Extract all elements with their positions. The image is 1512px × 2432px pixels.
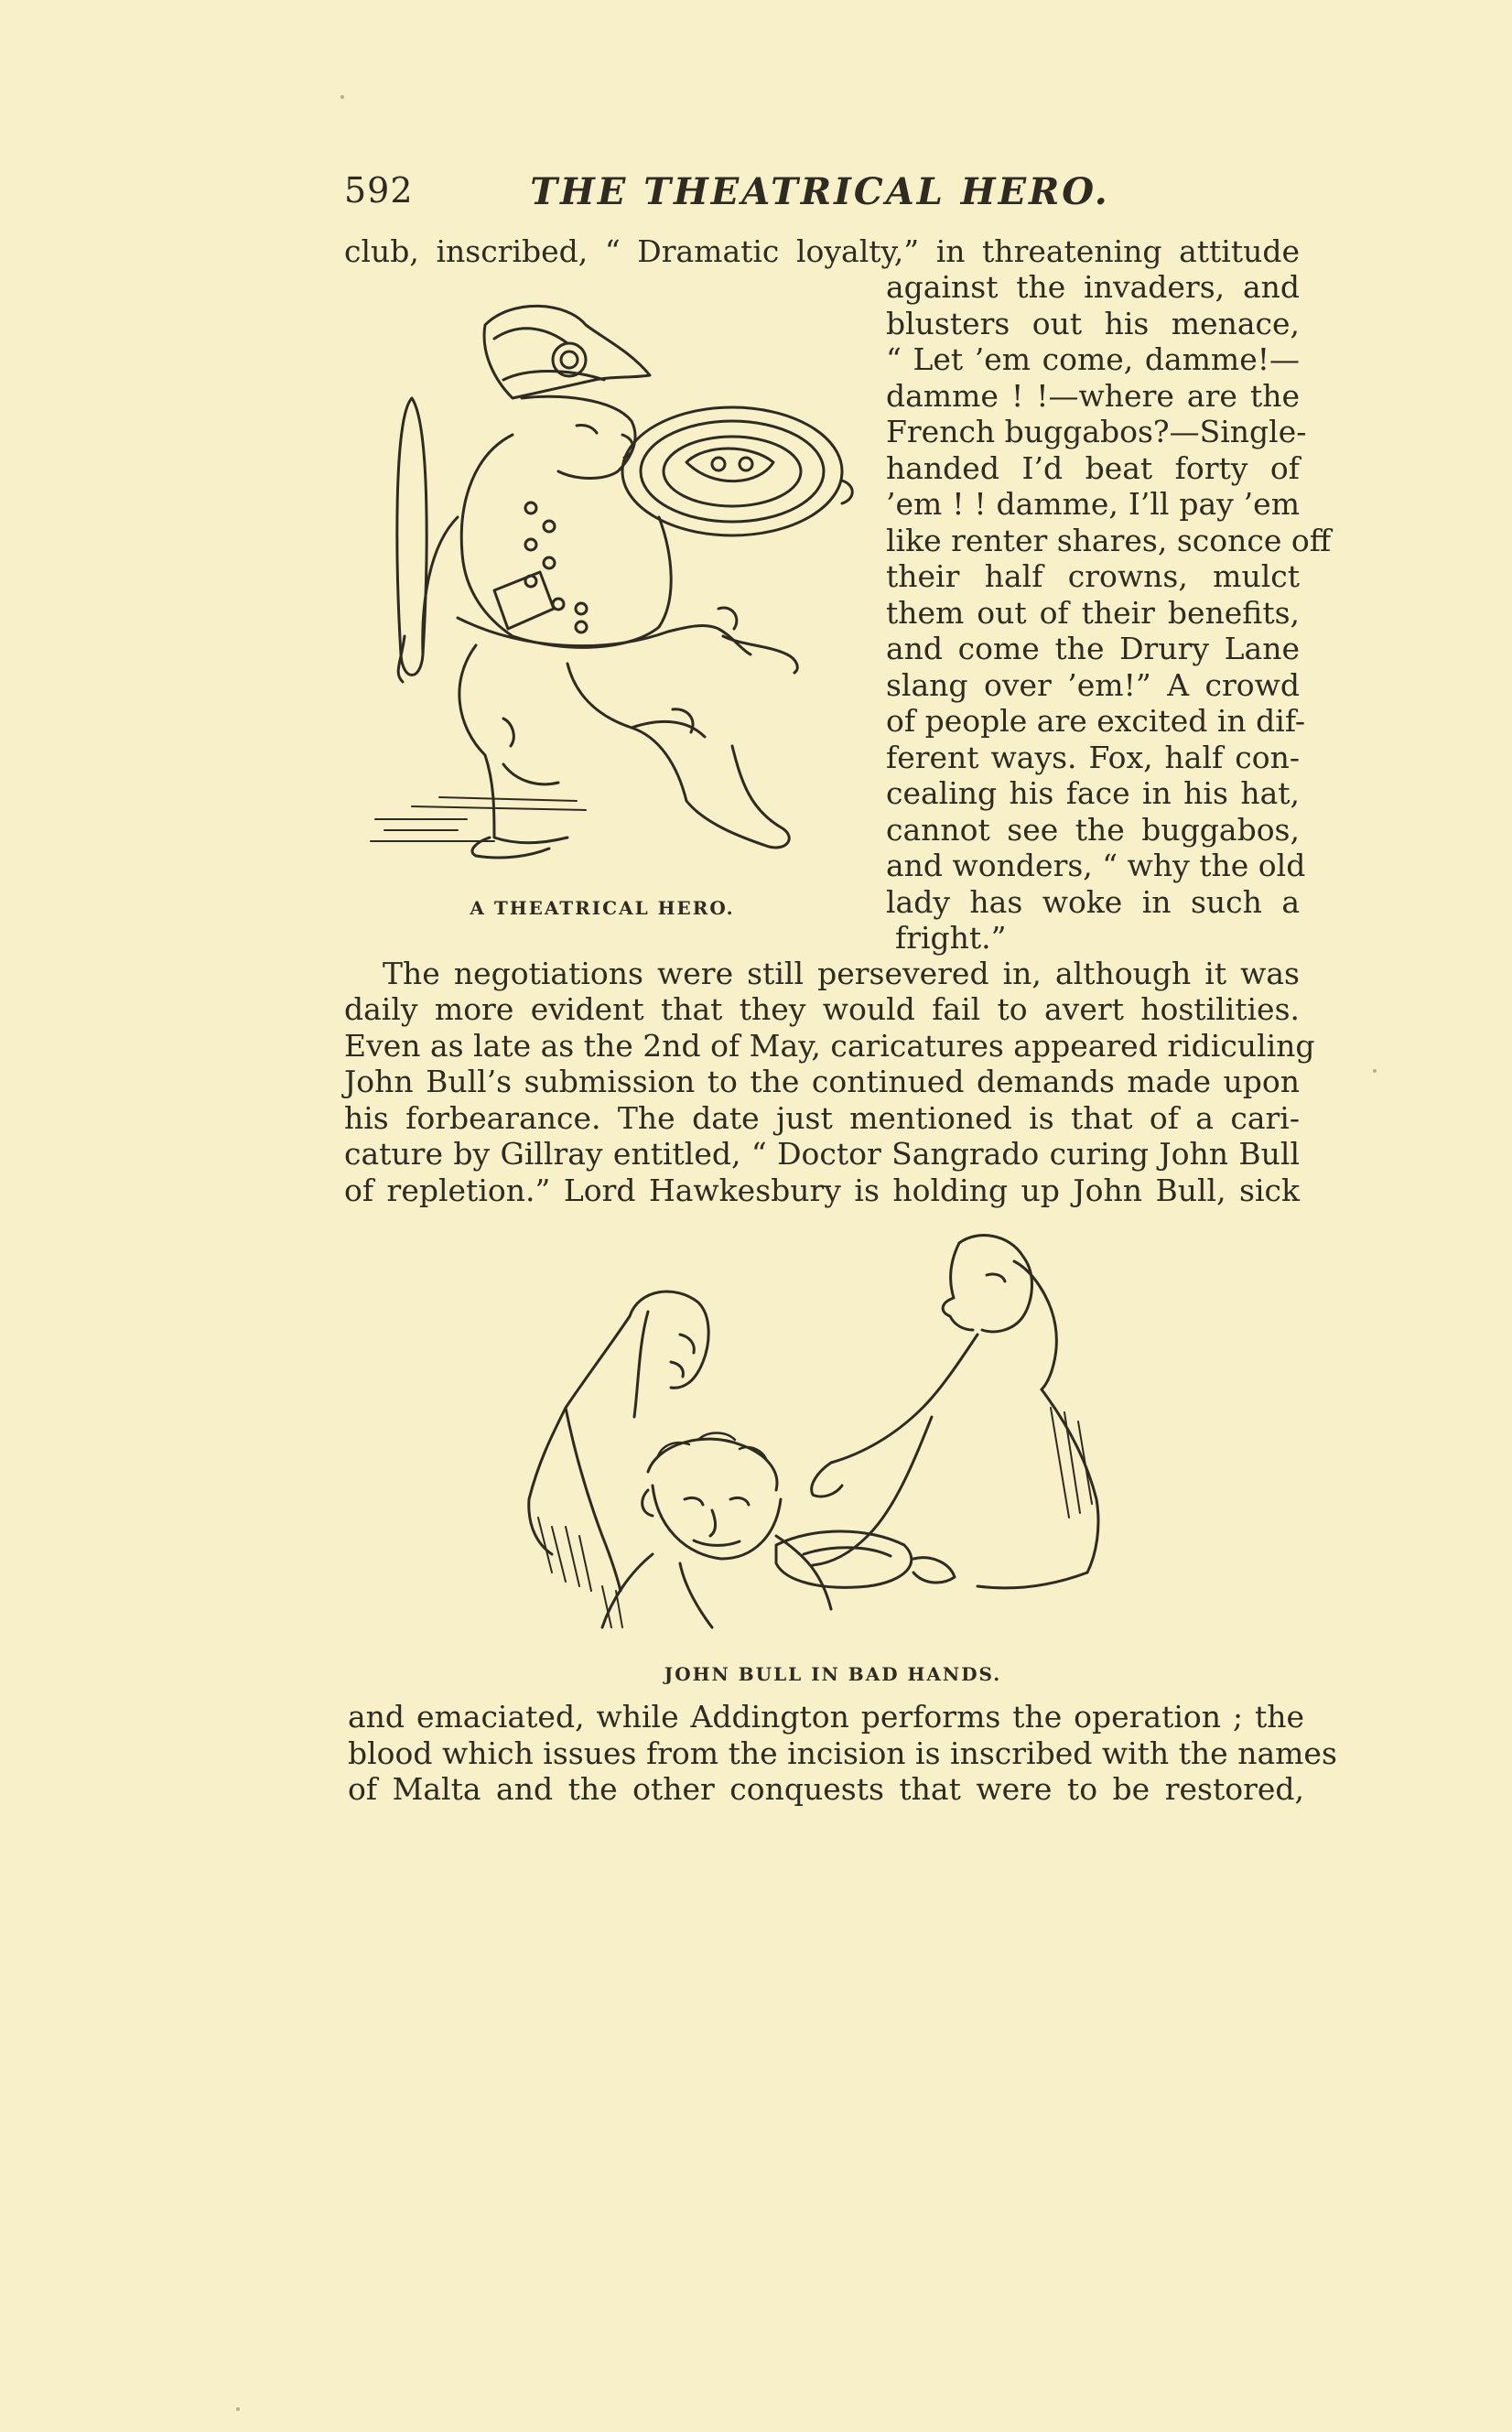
paper-speck [236,2407,240,2411]
text-line: his forbearance. The date just mentioned is that of a cari- [344,1100,1300,1136]
text-line: The negotiations were still persevered in, although it was [383,956,1300,991]
running-title: THE THEATRICAL HERO. [530,170,1110,213]
text-line: lady has woke in such a [886,884,1300,920]
text-line: club, inscribed, “ Dramatic loyalty,” in threatening attitude [344,233,1300,269]
text-line: them out of their benefits, [886,595,1300,631]
text-line: of repletion.” Lord Hawkesbury is holding up John Bull, sick [344,1173,1300,1208]
john-bull-illustration [502,1225,1161,1637]
theatrical-hero-illustration [357,288,869,883]
text-line: and emaciated, while Addington performs the operation ; the [348,1699,1304,1735]
text-line: blood which issues from the incision is inscribed with the names [348,1735,1337,1771]
figure-caption: A THEATRICAL HERO. [470,897,735,919]
text-line: and wonders, “ why the old [886,848,1306,883]
text-line: of people are excited in dif- [886,703,1306,739]
text-line: cealing his face in his hat, [886,775,1300,811]
paper-speck [1373,1069,1377,1073]
text-line: ferent ways. Fox, half con- [886,740,1300,775]
text-line: handed I’d beat forty of [886,450,1300,486]
text-line: damme ! !—where are the [886,378,1300,414]
paper-speck [340,95,344,99]
text-line: their half crowns, mulct [886,558,1300,594]
text-line: against the invaders, and [886,269,1300,305]
text-line: Even as late as the 2nd of May, caricatures appeared ridiculing [344,1028,1315,1064]
text-line: daily more evident that they would fail to avert hostilities. [344,991,1300,1027]
text-line: cannot see the buggabos, [886,812,1300,848]
text-line: slang over ’em!” A crowd [886,667,1300,703]
figure-caption: JOHN BULL IN BAD HANDS. [664,1663,1002,1685]
text-line: fright.” [895,920,1007,956]
page-number: 592 [344,170,414,211]
text-line: French buggabos?—Single- [886,414,1307,449]
text-line: John Bull’s submission to the continued demands made upon [344,1064,1300,1099]
page-header [344,170,1296,225]
text-line: cature by Gillray entitled, “ Doctor Sangrado curing John Bull [344,1136,1300,1172]
text-line: like renter shares, sconce off [886,523,1332,558]
text-line: “ Let ’em come, damme!— [886,341,1300,377]
text-line: ’em ! ! damme, I’ll pay ’em [886,486,1300,522]
text-line: and come the Drury Lane [886,631,1300,666]
text-line: blusters out his menace, [886,306,1300,341]
text-line: of Malta and the other conquests that were to be restored, [348,1771,1304,1807]
